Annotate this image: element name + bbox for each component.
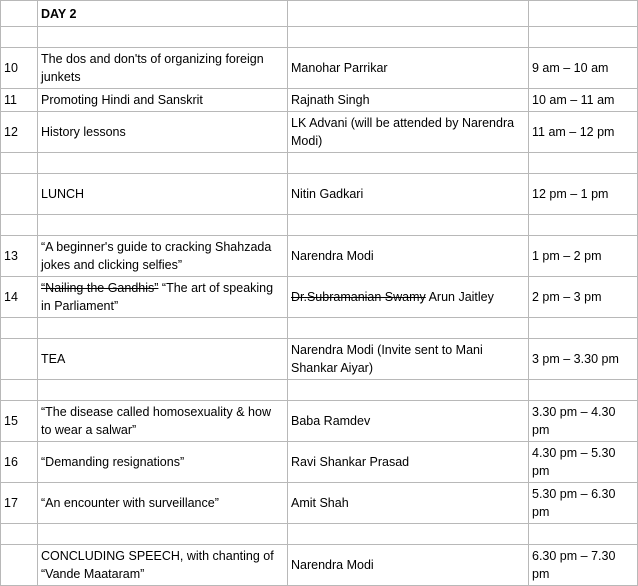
session-time: 10 am – 11 am (529, 89, 638, 112)
session-speaker: Baba Ramdev (288, 401, 529, 442)
cell-empty (1, 524, 38, 545)
session-topic: “The disease called homosexuality & how to wear a salwar” (38, 401, 288, 442)
session-speaker (288, 277, 529, 318)
table-row (1, 401, 638, 442)
session-number: 14 (1, 277, 38, 318)
session-topic: LUNCH (38, 174, 288, 215)
day-label: DAY 2 (38, 1, 288, 27)
cell-empty (529, 380, 638, 401)
table-row-lunch (1, 174, 638, 215)
session-speaker: Narendra Modi (288, 236, 529, 277)
cell-empty (1, 215, 38, 236)
table-row (1, 112, 638, 153)
cell-empty (38, 27, 288, 48)
spacer-row (1, 380, 638, 401)
cell-empty (288, 1, 529, 27)
spacer-row (1, 215, 638, 236)
cell-empty (288, 27, 529, 48)
session-topic: CONCLUDING SPEECH, with chanting of “Vande Maataram” (38, 545, 288, 586)
table-row (1, 277, 638, 318)
session-number: 17 (1, 483, 38, 524)
session-time: 2 pm – 3 pm (529, 277, 638, 318)
table-row (1, 442, 638, 483)
session-time: 3.30 pm – 4.30 pm (529, 401, 638, 442)
session-number: 11 (1, 89, 38, 112)
session-number: 10 (1, 48, 38, 89)
cell-empty (1, 27, 38, 48)
session-number: 13 (1, 236, 38, 277)
table-row (1, 89, 638, 112)
session-topic: History lessons (38, 112, 288, 153)
cell-empty (529, 524, 638, 545)
cell-empty (38, 215, 288, 236)
cell-empty (288, 524, 529, 545)
session-speaker: LK Advani (will be attended by Narendra Modi) (288, 112, 529, 153)
cell-empty (38, 380, 288, 401)
cell-empty (1, 153, 38, 174)
table-row (1, 236, 638, 277)
session-speaker: Amit Shah (288, 483, 529, 524)
session-number: 16 (1, 442, 38, 483)
session-speaker: Nitin Gadkari (288, 174, 529, 215)
cell-empty (288, 215, 529, 236)
session-topic: “Demanding resignations” (38, 442, 288, 483)
session-topic: “A beginner's guide to cracking Shahzada jokes and clicking selfies” (38, 236, 288, 277)
table-row-concluding (1, 545, 638, 586)
session-time: 4.30 pm – 5.30 pm (529, 442, 638, 483)
session-speaker: Manohar Parrikar (288, 48, 529, 89)
struck-speaker: Dr.Subramanian Swamy (291, 290, 426, 304)
cell-empty (529, 215, 638, 236)
cell-empty (1, 1, 38, 27)
spacer-row (1, 524, 638, 545)
session-time: 6.30 pm – 7.30 pm (529, 545, 638, 586)
replacement-speaker: Arun Jaitley (428, 290, 494, 304)
cell-empty (529, 318, 638, 339)
cell-empty (1, 380, 38, 401)
session-number (1, 174, 38, 215)
session-number: 15 (1, 401, 38, 442)
session-topic (38, 277, 288, 318)
struck-topic: “Nailing the Gandhis” (41, 281, 159, 295)
day-header-row (1, 1, 638, 27)
replacement-topic: “The art of speaking in Parliament” (41, 281, 274, 313)
session-time: 5.30 pm – 6.30 pm (529, 483, 638, 524)
session-speaker: Narendra Modi (Invite sent to Mani Shankar Aiyar) (288, 339, 529, 380)
spacer-row (1, 27, 638, 48)
cell-empty (529, 27, 638, 48)
session-time: 12 pm – 1 pm (529, 174, 638, 215)
cell-empty (288, 318, 529, 339)
cell-empty (288, 153, 529, 174)
cell-empty (529, 1, 638, 27)
session-time: 11 am – 12 pm (529, 112, 638, 153)
session-topic: Promoting Hindi and Sanskrit (38, 89, 288, 112)
session-speaker: Narendra Modi (288, 545, 529, 586)
session-number (1, 545, 38, 586)
cell-empty (288, 380, 529, 401)
table-row-tea (1, 339, 638, 380)
table-row (1, 48, 638, 89)
cell-empty (1, 318, 38, 339)
session-topic: TEA (38, 339, 288, 380)
session-time: 1 pm – 2 pm (529, 236, 638, 277)
session-topic: “An encounter with surveillance” (38, 483, 288, 524)
cell-empty (529, 153, 638, 174)
session-speaker: Ravi Shankar Prasad (288, 442, 529, 483)
session-topic: The dos and don'ts of organizing foreign junkets (38, 48, 288, 89)
session-number: 12 (1, 112, 38, 153)
session-speaker: Rajnath Singh (288, 89, 529, 112)
session-time: 3 pm – 3.30 pm (529, 339, 638, 380)
cell-empty (38, 153, 288, 174)
cell-empty (38, 524, 288, 545)
session-number (1, 339, 38, 380)
spacer-row (1, 153, 638, 174)
cell-empty (38, 318, 288, 339)
table-row (1, 483, 638, 524)
spacer-row (1, 318, 638, 339)
session-time: 9 am – 10 am (529, 48, 638, 89)
